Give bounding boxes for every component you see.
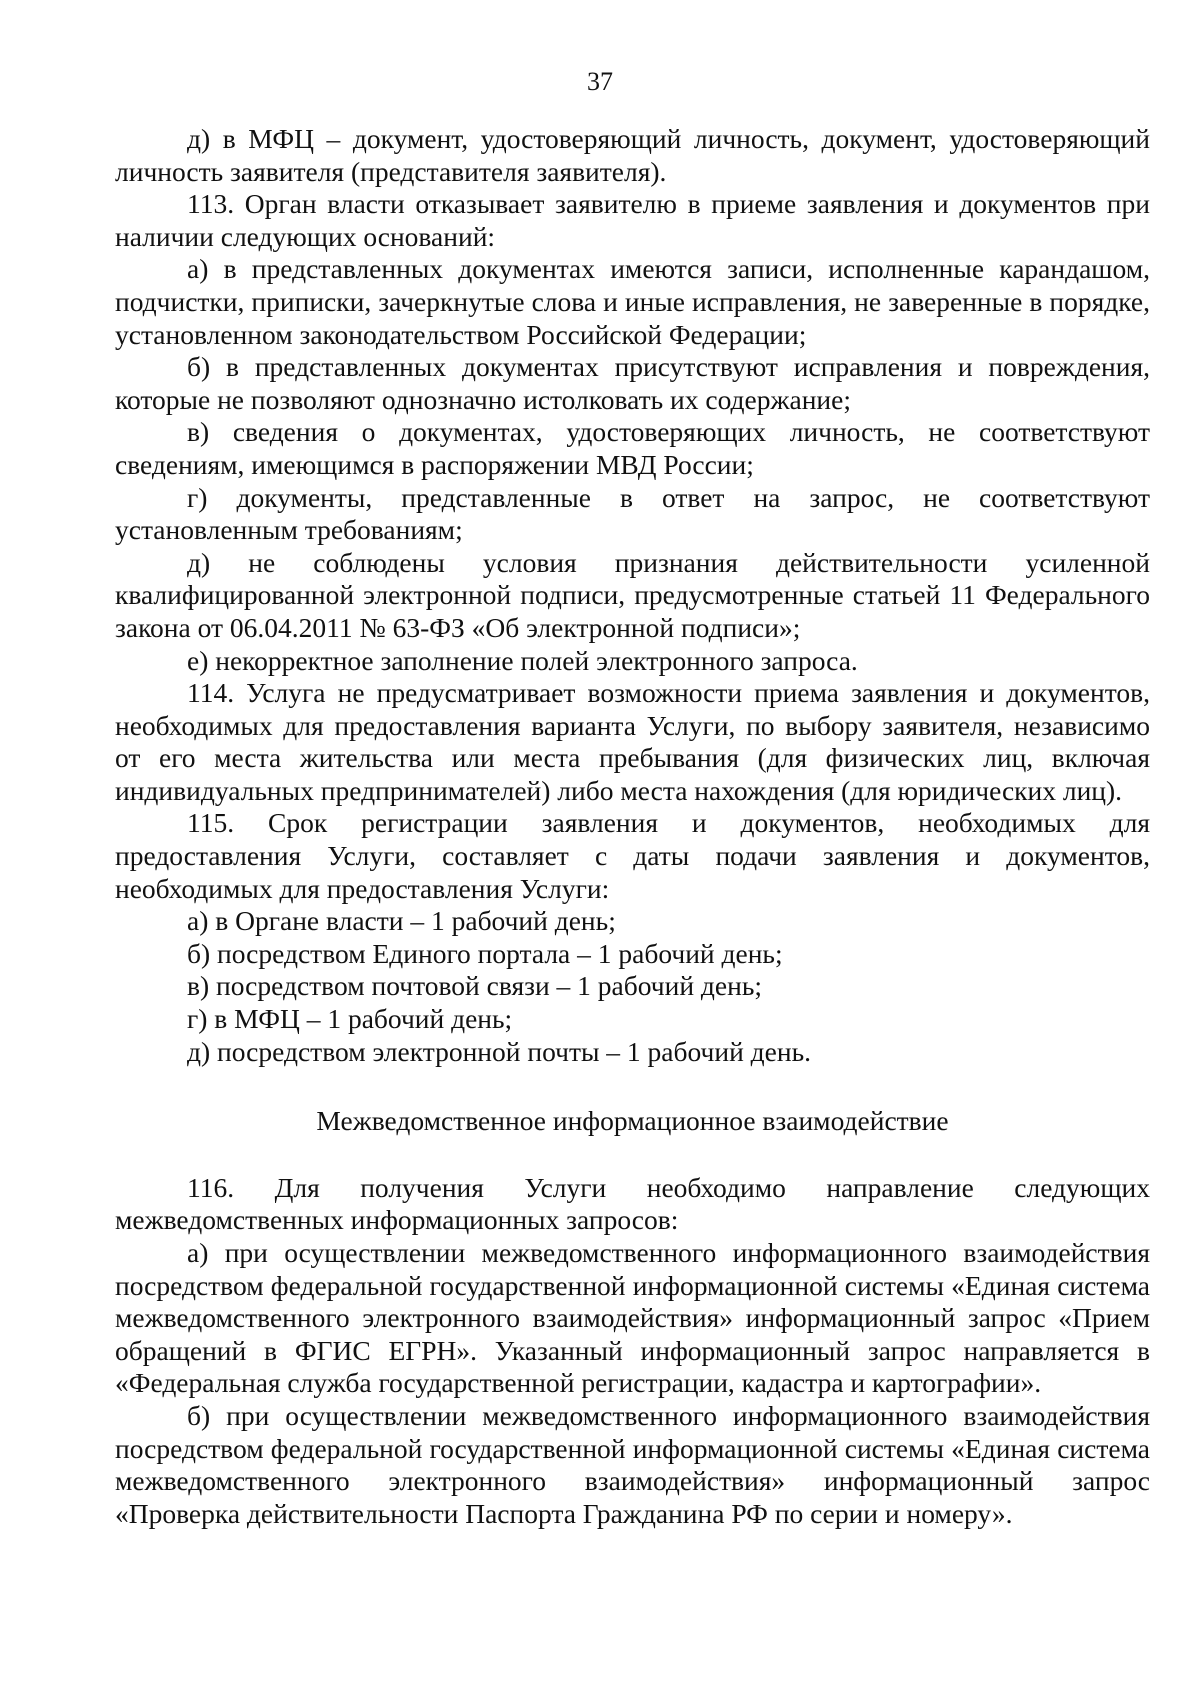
paragraph-113-e: е) некорректное заполнение полей электронного запроса.: [187, 644, 858, 676]
section-heading: Межведомственное информационное взаимодействие: [316, 1105, 949, 1137]
paragraph-113-a: а) в представленных документах имеются записи, исполненные карандашом, подчистки, приписки, зачеркнутые слова и иные исправления, не заверенные в порядке, установленном законодательством Российской Федерации;: [115, 253, 1150, 350]
paragraph-115-g: г) в МФЦ – 1 рабочий день;: [187, 1003, 513, 1035]
paragraph-116: 116. Для получения Услуги необходимо направление следующих межведомственных информационных запросов:: [115, 1171, 1150, 1236]
document-body: [115, 123, 1150, 1530]
paragraph-114: 114. Услуга не предусматривает возможности приема заявления и документов, необходимых для предоставления варианта Услуги, по выбору заявителя, независимо от его места жительства или места пребывания (для физических лиц, включая индивидуальных предпринимателей) либо места нахождения (для юридических лиц).: [115, 677, 1150, 806]
paragraph-113-refusal-grounds: 113. Орган власти отказывает заявителю в приеме заявления и документов при наличии следующих оснований:: [115, 188, 1150, 252]
paragraph-113-v: в) сведения о документах, удостоверяющих личность, не соответствуют сведениям, имеющимся в распоряжении МВД России;: [115, 416, 1150, 480]
paragraph-115-d: д) посредством электронной почты – 1 рабочий день.: [187, 1035, 812, 1067]
paragraph-mfc-identity-document: д) в МФЦ – документ, удостоверяющий личность, документ, удостоверяющий личность заявителя (представителя заявителя).: [115, 123, 1150, 187]
paragraph-115-a: а) в Органе власти – 1 рабочий день;: [187, 905, 616, 937]
page-number: 37: [587, 67, 613, 96]
paragraph-113-d: д) не соблюдены условия признания действительности усиленной квалифицированной электронной подписи, предусмотренные статьей 11 Федерального закона от 06.04.2011 № 63-ФЗ «Об электронной подписи»;: [115, 546, 1150, 643]
paragraph-113-b: б) в представленных документах присутствуют исправления и повреждения, которые не позволяют однозначно истолковать их содержание;: [115, 351, 1150, 415]
paragraph-116-a: а) при осуществлении межведомственного информационного взаимодействия посредством федеральной государственной информационной системы «Единая система межведомственного электронного взаимодействия» информационный запрос «Прием обращений в ФГИС ЕГРН». Указанный информационный запрос направляется в «Федеральная служба государственной регистрации, кадастра и картографии».: [115, 1237, 1150, 1399]
paragraph-115-v: в) посредством почтовой связи – 1 рабочий день;: [187, 970, 763, 1002]
paragraph-116-b: б) при осуществлении межведомственного информационного взаимодействия посредством федеральной государственной информационной системы «Единая система межведомственного электронного взаимодействия» информационный запрос «Проверка действительности Паспорта Гражданина РФ по серии и номеру».: [115, 1399, 1150, 1529]
paragraph-115: 115. Срок регистрации заявления и документов, необходимых для предоставления Услуги, составляет с даты подачи заявления и документов, необходимых для предоставления Услуги:: [115, 807, 1150, 904]
paragraph-113-g: г) документы, представленные в ответ на запрос, не соответствуют установленным требованиям;: [115, 481, 1150, 546]
paragraph-115-b: б) посредством Единого портала – 1 рабочий день;: [187, 937, 783, 969]
